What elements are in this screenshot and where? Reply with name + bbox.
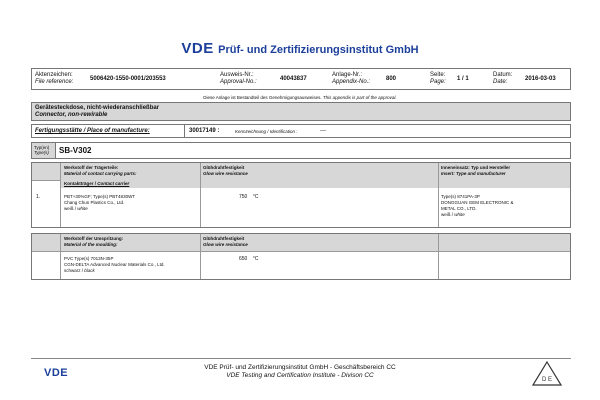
date-label: Datum: Date:	[493, 72, 513, 85]
product-title-en: Connector, non-rewirable	[35, 112, 108, 118]
vde-logo-text: VDE	[181, 40, 214, 57]
contact-carrier-table	[31, 162, 571, 228]
page-label: Seite: Page:	[430, 72, 446, 85]
identification-value: ---	[320, 128, 326, 134]
footer-divider	[31, 358, 571, 359]
t2-col2-header: Glühdrahtfestigkeit Glow wire resistance	[203, 236, 248, 247]
footer-vde-logo: VDE	[44, 367, 69, 379]
type-box	[31, 142, 571, 159]
t1-row-number: 1.	[36, 194, 41, 200]
file-ref-label: Aktenzeichen: File reference:	[35, 72, 74, 85]
t1-subheader: Kontaktträger / Contact carrier	[64, 181, 130, 186]
t1-insert: Type(s) 8741PA-3P DONGGUAN GEM ELECTRONIC & METAL CO., LTD. weiß / white	[441, 194, 514, 217]
t1-glow-wire: 750 °C	[239, 194, 259, 200]
t1-col1-header: Werkstoff der Trägerteile: Material of contact carrying parts:	[64, 165, 137, 176]
manufacture-box	[31, 124, 571, 138]
t1-col2-header: Glühdrahtfestigkeit Glow wire resistance	[203, 165, 248, 176]
appendix-value: 800	[386, 76, 397, 82]
identification-label: Kennzeichnung / Identification :	[235, 129, 298, 134]
institute-title: Prüf- und Zertifizierungsinstitut GmbH	[218, 44, 419, 56]
t1-material: PBT+30%GF; Type(s) PBT4830WT Chang Chun Plastics Co., Ltd. weiß / white	[64, 194, 136, 211]
date-value: 2016-03-03	[525, 76, 556, 82]
page-header	[0, 40, 600, 58]
appendix-label: Anlage-Nr.: Appendix-No.:	[332, 72, 371, 85]
product-title-de: Gerätesteckdose, nicht-wiederanschließbar	[35, 105, 160, 111]
page-value: 1 / 1	[457, 76, 469, 82]
moulding-table	[31, 233, 571, 280]
approval-label: Ausweis-Nr.: Approval-No.:	[220, 72, 257, 85]
approval-notice: Diese Anlage ist Bestandteil des Genehmigungsausweises. This appendix is part of the approval.	[203, 95, 397, 100]
product-box	[31, 102, 571, 121]
t2-glow-wire: 650 °C	[239, 256, 259, 262]
t2-material: PVC Type(s) 7013N-35P CGN-DELTA Advanced Nuclear Materials Co., Ltd. schwarz / black	[64, 256, 165, 273]
manufacture-label: Fertigungsstätte / Place of manufacture:	[35, 128, 150, 134]
vde-triangle-mark-icon	[532, 361, 562, 386]
manufacture-value: 30017149 :	[189, 128, 220, 134]
t1-col3-header: Inneneinsatz: Typ und Hersteller Insert: Type and manufacturer	[441, 165, 511, 176]
meta-box	[31, 68, 571, 90]
type-label: Typ(en) Type(s)	[34, 145, 50, 155]
vde-mark-text: D E	[541, 377, 553, 383]
t2-col1-header: Werkstoff der Umspritzung: Material of the moulding:	[64, 236, 124, 247]
approval-value: 40043837	[280, 76, 307, 82]
type-value: SB-V302	[59, 146, 92, 155]
file-ref-value: 5006420-1550-0001/203553	[90, 76, 166, 82]
footer-text: VDE Prüf- und Zertifizierungsinstitut GmbH - Geschäftsbereich CC VDE Testing and Certification Institute - Divison CC	[204, 364, 396, 379]
